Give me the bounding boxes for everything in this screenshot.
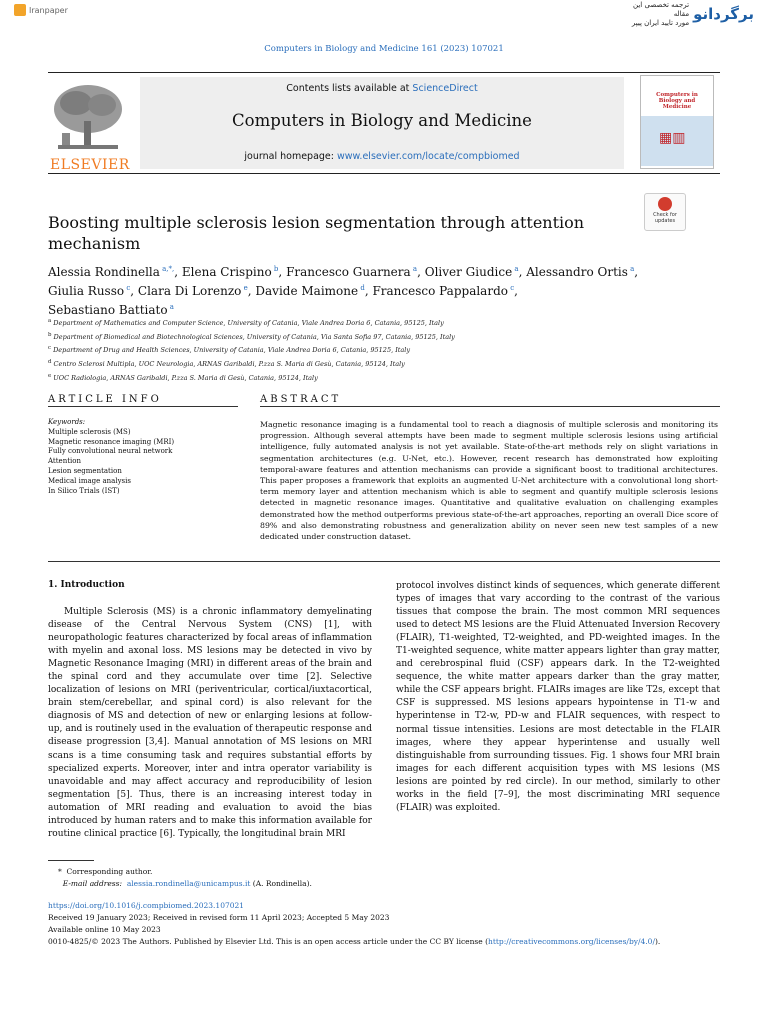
footnote-rule (48, 860, 94, 861)
author-name[interactable]: Elena Crispino (181, 265, 272, 279)
contents-prefix: Contents lists available at (286, 83, 413, 94)
affiliation-mark: e (48, 372, 52, 379)
affiliation-text: UOC Radiologia, ARNAS Garibaldi, P.zza S. Maria di Gesù, Catania, 95124, Italy (51, 373, 318, 382)
footnote-star: * (58, 867, 62, 876)
introduction-right-column: protocol involves distinct kinds of sequences, which generate different types of images that vary according to the contrast of the various tissues that compose the brain. The most common MRI sequences used to detect MS lesions are the Fluid Attenuated Inversion Recovery (FLAIR), T1-weighted, T2-weighted, and PD-weighted images. In the T1-weighted sequence, white matter appears lighter than gray matter, and cerebrospinal fluid (CSF) appears dark. In the T2-weighted sequence, the white matter appears darker than the gray matter, while the CSF appears bright. FLAIRs images are like T2s, except that CSF is suppressed. MS lesions appears hypointense in T1-w and hyperintense in T2-w, PD-w and FLAIR sequences, with respect to normal tissue intensities. Lesions are most detectable in the FLAIR images, where they appear hyperintense and usually well distinguishable from surrounding tissues. Fig. 1 shows four MRI brain images for each different acquisition types with MS lesions (MS lesions are pointed by red circle). In our method, similarly to other works in the field [7–9], the most discriminating MRI sequence (FLAIR) was exploited. (396, 581, 720, 813)
author-name[interactable]: Oliver Giudice (424, 265, 513, 279)
email-label: E-mail address: (62, 879, 123, 888)
homepage-prefix: journal homepage: (244, 151, 337, 162)
author-name[interactable]: Francesco Pappalardo (372, 284, 508, 298)
elsevier-logo[interactable] (48, 81, 130, 173)
license-prefix: 0010-4825/© 2023 The Authors. Published by Elsevier Ltd. This is an open access article under the CC BY license ( (48, 937, 489, 946)
homepage-link[interactable]: www.elsevier.com/locate/compbiomed (337, 151, 520, 162)
keyword-item: Lesion segmentation (48, 466, 122, 475)
affiliation-text: Department of Biomedical and Biotechnological Sciences, University of Catania, Via Santa Sofia 97, Catania, 95125, Italy (51, 332, 455, 341)
keywords-box (48, 418, 238, 496)
affiliation-mark: d (48, 358, 52, 365)
article-info-rule (48, 406, 238, 407)
keywords-list (48, 428, 238, 497)
abstract-heading: ABSTRACT (260, 394, 342, 405)
affiliation-item (48, 371, 688, 385)
affiliation-mark: b (48, 331, 52, 338)
affiliation-item (48, 330, 688, 344)
journal-cover[interactable] (640, 75, 714, 169)
tagline-line-1: ترجمه تخصصی این مقاله (633, 0, 690, 18)
iranpaper-watermark (14, 4, 68, 16)
journal-title: Computers in Biology and Medicine (232, 111, 532, 130)
author-affiliation-mark[interactable]: c (124, 284, 131, 292)
cover-chart-icon: ▦▥ (659, 130, 686, 146)
author-affiliation-mark[interactable]: c (507, 284, 515, 292)
bargardanoo-tagline (624, 1, 689, 28)
introduction-left-column: Multiple Sclerosis (MS) is a chronic inflammatory demyelinating disease of the Central Nervous System (CNS) [1], with neuropathologic features characterized by focal areas of inflammation with myelin and axonal loss. MS lesions may be detected in vivo by Magnetic Resonance Imaging (MRI) in different areas of the brain and the spinal cord and they accumulate over time [2]. Selective localization of lesions on MRI (periventricular, cortical/iuxtacortical, brain stem/cerebellar, and spinal cord) is also relevant for the diagnosis of MS and detection of new or enlarging lesions at follow-up, and is routinely used in the evaluation of therapeutic response and disease progression [3,4]. Manual annotation of MS lesions on MRI scans is a time consuming task and requires substantial efforts by specialized experts. Moreover, inter and intra operator variability is unavoidable and may affect accuracy and reproducibility of lesion segmentation [5]. Thus, there is an increasing interest today in automation of MRI reading and evaluation to avoid the bias introduced by human raters and to make this information available for routine clinical practice [6]. Typically, the longitudinal brain MRI (48, 607, 372, 839)
contents-line (140, 83, 624, 94)
keyword-item: Magnetic resonance imaging (MRI) (48, 437, 175, 446)
received-dates: Received 19 January 2023; Received in revised form 11 April 2023; Accepted 5 May 2023 (48, 913, 390, 922)
affiliation-text: Department of Mathematics and Computer Science, University of Catania, Viale Andrea Doria 6, Catania, 95125, Italy (51, 319, 444, 328)
keyword-item: In Silico Trials (IST) (48, 486, 120, 495)
author-name[interactable]: Sebastiano Battiato (48, 303, 168, 317)
author-affiliation-mark[interactable]: a (167, 303, 174, 311)
abstract-rule (260, 406, 720, 407)
elsevier-tree-icon (48, 81, 126, 155)
email-link[interactable]: alessia.rondinella@unicampus.it (126, 879, 251, 888)
cover-title: Computers in Biology and Medicine (656, 92, 698, 110)
sciencedirect-link[interactable]: ScienceDirect (412, 83, 478, 94)
corresponding-line (58, 866, 312, 878)
affiliation-list (48, 316, 688, 384)
author-name[interactable]: Davide Maimone (255, 284, 359, 298)
email-line (58, 878, 312, 890)
affiliation-item (48, 343, 688, 357)
author-affiliation-mark[interactable]: b (271, 265, 279, 273)
masthead-center (140, 77, 624, 169)
author-affiliation-mark[interactable]: e (241, 284, 248, 292)
affiliation-mark: c (48, 345, 52, 352)
author-name[interactable]: Francesco Guarnera (286, 265, 411, 279)
crossmark-label-1: Check for (653, 212, 677, 218)
keyword-item: Medical image analysis (48, 476, 131, 485)
iranpaper-label: Iranpaper (29, 5, 68, 15)
journal-reference[interactable]: Computers in Biology and Medicine 161 (2023) 107021 (264, 44, 504, 54)
abstract-text: Magnetic resonance imaging is a fundamental tool to reach a diagnosis of multiple sclerosis and monitoring its progression. Although several attempts have been made to segment multiple sclerosis lesions using artificial intelligence, fully automated analysis is not yet available. State-of-the-art methods rely on slight variations in segmentation architectures (e.g. U-Net, etc.). However, recent research has demonstrated how exploiting temporal-aware features and attention mechanisms can provide a significant boost to traditional architectures. This paper proposes a framework that exploits an augmented U-Net architecture with a convolutional long short-term memory layer and attention mechanism which is able to segment and quantify multiple sclerosis lesions detected in magnetic resonance images. Quantitative and qualitative evaluation on challenging examples demonstrated how the method outperforms previous state-of-the-art approaches, reporting an overall Dice score of 89% and also demonstrating robustness and generalization ability on never seen new test samples of a new dedicated under construction dataset. (260, 420, 718, 542)
bargardanoo-brand: برگردانو (693, 5, 754, 23)
author-affiliation-mark[interactable]: a (512, 265, 519, 273)
affiliation-item (48, 357, 688, 371)
author-list: Alessia Rondinella $^{a,*,}$, Elena Crispino $^b$, Francesco Guarnera $^a$, Oliver Giudice $^a$, Alessandro Ortis $^a$, Giulia Russo $^c$, Clara Di Lorenzo $^e$, Davide Maimone $^d$, Francesco Pappalardo $^c$, Sebastiano Battiato $^a$ (48, 265, 639, 317)
affiliation-text: Centro Sclerosi Multipla, UOC Neurologia, ARNAS Garibaldi, P.zza S. Maria di Gesù, Catania, 95124, Italy (51, 360, 405, 369)
keywords-label: Keywords: (48, 418, 86, 426)
available-online: Available online 10 May 2023 (48, 925, 161, 934)
author-affiliation-mark[interactable]: a (410, 265, 418, 273)
crossmark-label-2: updates (654, 218, 676, 224)
affiliation-item (48, 316, 688, 330)
license-line (48, 936, 748, 948)
publication-info (48, 900, 748, 948)
author-name[interactable]: Alessia Rondinella (48, 265, 160, 279)
introduction-heading: 1. Introduction (48, 580, 125, 590)
abstract-bottom-rule (48, 561, 720, 562)
corresponding-footnote (58, 866, 312, 890)
keyword-item: Fully convolutional neural network (48, 447, 173, 456)
affiliation-text: Department of Drug and Health Sciences, University of Catania, Viale Andrea Doria 6, Catania, 95125, Italy (51, 346, 411, 355)
elsevier-wordmark: ELSEVIER (50, 157, 130, 173)
author-name[interactable]: Clara Di Lorenzo (137, 284, 242, 298)
keyword-item: Multiple sclerosis (MS) (48, 427, 131, 436)
license-link[interactable]: http://creativecommons.org/licenses/by/4.0/ (488, 937, 655, 946)
crossmark-icon (658, 197, 672, 211)
license-suffix: ). (654, 937, 661, 946)
keyword-item: Attention (48, 457, 81, 466)
journal-masthead (48, 72, 720, 174)
author-name[interactable]: Giulia Russo (48, 284, 125, 298)
homepage-line (140, 151, 624, 162)
iranpaper-logo-icon (14, 4, 26, 16)
doi-link[interactable]: https://doi.org/10.1016/j.compbiomed.2023.107021 (48, 901, 245, 910)
article-info-heading: ARTICLE INFO (48, 394, 162, 405)
author-affiliation-mark[interactable]: a,*, (159, 265, 175, 273)
author-affiliation-mark[interactable]: a (627, 265, 635, 273)
check-for-updates-badge[interactable] (644, 193, 686, 231)
tagline-line-2: مورد تایید ایران پیپر (631, 18, 690, 27)
bargardanoo-watermark[interactable] (624, 2, 754, 26)
email-suffix: (A. Rondinella). (252, 879, 312, 888)
author-affiliation-mark[interactable]: d (358, 284, 365, 292)
author-name[interactable]: Alessandro Ortis (526, 265, 628, 279)
paper-title: Boosting multiple sclerosis lesion segmentation through attention mechanism (48, 213, 585, 253)
corresponding-label: Corresponding author. (66, 867, 153, 876)
affiliation-mark: a (48, 318, 52, 324)
